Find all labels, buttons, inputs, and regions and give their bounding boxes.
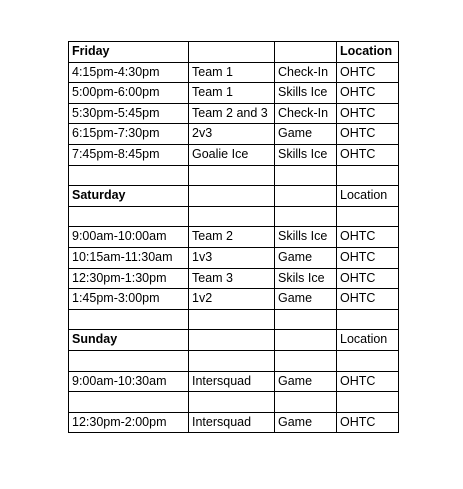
- empty-cell: [189, 186, 275, 207]
- table-row: [69, 144, 399, 165]
- location-cell: OHTC: [337, 62, 399, 83]
- empty-cell: [275, 392, 337, 413]
- location-cell: OHTC: [337, 371, 399, 392]
- location-header: Location: [337, 42, 399, 63]
- table-row: [69, 83, 399, 104]
- team-cell: Team 1: [189, 83, 275, 104]
- empty-cell: [337, 165, 399, 186]
- schedule-table: [68, 41, 399, 433]
- activity-cell: Game: [275, 412, 337, 433]
- empty-cell: [189, 206, 275, 227]
- empty-cell: [337, 350, 399, 371]
- team-cell: 1v3: [189, 247, 275, 268]
- time-cell: 9:00am-10:30am: [69, 371, 189, 392]
- location-cell: OHTC: [337, 247, 399, 268]
- table-row: [69, 227, 399, 248]
- activity-cell: Game: [275, 371, 337, 392]
- time-cell: 7:45pm-8:45pm: [69, 144, 189, 165]
- day-header-row: [69, 186, 399, 207]
- location-cell: OHTC: [337, 227, 399, 248]
- time-cell: 12:30pm-2:00pm: [69, 412, 189, 433]
- activity-cell: Skils Ice: [275, 268, 337, 289]
- activity-cell: Game: [275, 124, 337, 145]
- table-row: [69, 124, 399, 145]
- empty-cell: [189, 42, 275, 63]
- time-cell: 1:45pm-3:00pm: [69, 289, 189, 310]
- spacer-row: [69, 309, 399, 330]
- day-label: Saturday: [69, 186, 189, 207]
- activity-cell: Check-In: [275, 62, 337, 83]
- empty-cell: [189, 330, 275, 351]
- empty-cell: [337, 206, 399, 227]
- activity-cell: Game: [275, 289, 337, 310]
- day-label: Friday: [69, 42, 189, 63]
- day-header-row: [69, 330, 399, 351]
- team-cell: Team 3: [189, 268, 275, 289]
- spacer-row: [69, 165, 399, 186]
- time-cell: 5:00pm-6:00pm: [69, 83, 189, 104]
- table-row: [69, 103, 399, 124]
- empty-cell: [275, 206, 337, 227]
- empty-cell: [69, 165, 189, 186]
- empty-cell: [275, 186, 337, 207]
- location-cell: OHTC: [337, 124, 399, 145]
- location-cell: OHTC: [337, 412, 399, 433]
- table-row: [69, 268, 399, 289]
- empty-cell: [69, 350, 189, 371]
- empty-cell: [69, 206, 189, 227]
- activity-cell: Skills Ice: [275, 144, 337, 165]
- table-row: [69, 412, 399, 433]
- team-cell: Goalie Ice: [189, 144, 275, 165]
- spacer-row: [69, 206, 399, 227]
- location-cell: OHTC: [337, 103, 399, 124]
- team-cell: Team 1: [189, 62, 275, 83]
- location-header: Location: [337, 330, 399, 351]
- location-cell: OHTC: [337, 289, 399, 310]
- time-cell: 6:15pm-7:30pm: [69, 124, 189, 145]
- activity-cell: Skills Ice: [275, 83, 337, 104]
- activity-cell: Check-In: [275, 103, 337, 124]
- location-cell: OHTC: [337, 83, 399, 104]
- time-cell: 10:15am-11:30am: [69, 247, 189, 268]
- table-row: [69, 371, 399, 392]
- empty-cell: [275, 330, 337, 351]
- location-cell: OHTC: [337, 268, 399, 289]
- time-cell: 12:30pm-1:30pm: [69, 268, 189, 289]
- table-row: [69, 247, 399, 268]
- empty-cell: [275, 165, 337, 186]
- table-row: [69, 62, 399, 83]
- team-cell: Team 2 and 3: [189, 103, 275, 124]
- location-header: Location: [337, 186, 399, 207]
- day-header-row: [69, 42, 399, 63]
- time-cell: 5:30pm-5:45pm: [69, 103, 189, 124]
- empty-cell: [337, 309, 399, 330]
- table-row: [69, 289, 399, 310]
- location-cell: OHTC: [337, 144, 399, 165]
- empty-cell: [275, 350, 337, 371]
- team-cell: Intersquad: [189, 412, 275, 433]
- empty-cell: [337, 392, 399, 413]
- team-cell: Intersquad: [189, 371, 275, 392]
- time-cell: 4:15pm-4:30pm: [69, 62, 189, 83]
- empty-cell: [189, 165, 275, 186]
- spacer-row: [69, 350, 399, 371]
- time-cell: 9:00am-10:00am: [69, 227, 189, 248]
- schedule-body: [69, 42, 399, 433]
- team-cell: 1v2: [189, 289, 275, 310]
- team-cell: Team 2: [189, 227, 275, 248]
- empty-cell: [275, 309, 337, 330]
- empty-cell: [275, 42, 337, 63]
- empty-cell: [189, 350, 275, 371]
- empty-cell: [69, 309, 189, 330]
- activity-cell: Game: [275, 247, 337, 268]
- team-cell: 2v3: [189, 124, 275, 145]
- day-label: Sunday: [69, 330, 189, 351]
- spacer-row: [69, 392, 399, 413]
- empty-cell: [189, 392, 275, 413]
- empty-cell: [69, 392, 189, 413]
- empty-cell: [189, 309, 275, 330]
- activity-cell: Skills Ice: [275, 227, 337, 248]
